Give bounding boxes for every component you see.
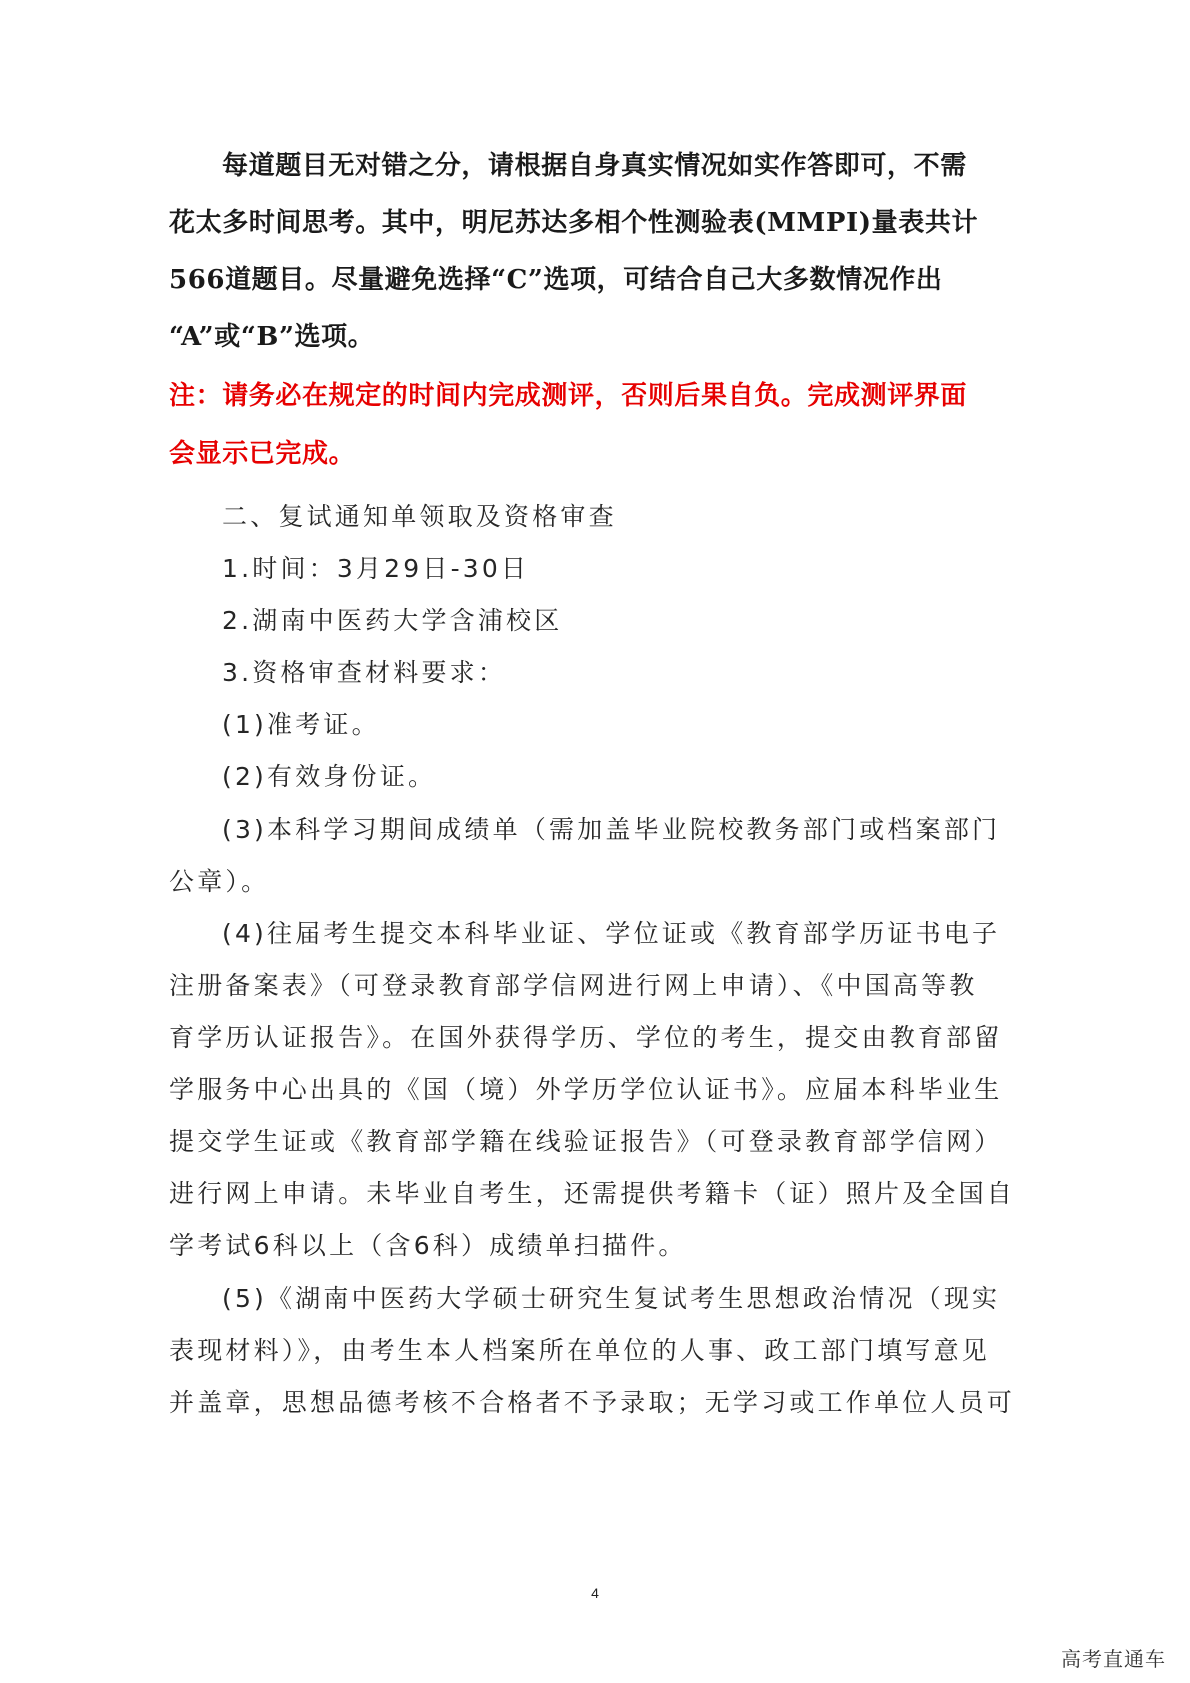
warning-note: 注：请务必在规定的时间内完成测评，否则后果自负。完成测评界面 [169, 381, 968, 411]
requirement-item: 注册备案表》（可登录教育部学信网进行网上申请）、《中国高等教 [169, 971, 978, 1000]
requirement-item: (3)本科学习期间成绩单（需加盖毕业院校教务部门或档案部门 [222, 815, 1001, 844]
requirement-item: (4)往届考生提交本科毕业证、学位证或《教育部学历证书电子 [222, 919, 1001, 948]
requirement-item: (1)准考证。 [222, 710, 380, 739]
list-item: 1.时间：3月29日-30日 [222, 554, 530, 583]
paragraph-line: “A”或“B”选项。 [169, 322, 375, 352]
list-item: 3.资格审查材料要求： [222, 658, 507, 687]
warning-note: 会显示已完成。 [169, 439, 356, 469]
section-heading: 二、复试通知单领取及资格审查 [222, 502, 617, 531]
requirement-item: 育学历认证报告》。在国外获得学历、学位的考生，提交由教育部留 [169, 1023, 1003, 1052]
paragraph-line: 花太多时间思考。其中，明尼苏达多相个性测验表(MMPI)量表共计 [169, 208, 979, 238]
page-number: 4 [591, 1585, 599, 1601]
requirement-item: (5)《湖南中医药大学硕士研究生复试考生思想政治情况（现实 [222, 1284, 1001, 1313]
paragraph-line: 566道题目。尽量避免选择“C”选项，可结合自己大多数情况作出 [169, 265, 943, 295]
requirement-item: 进行网上申请。未毕业自考生，还需提供考籍卡（证）照片及全国自 [169, 1179, 1016, 1208]
requirement-item: 表现材料）》，由考生本人档案所在单位的人事、政工部门填写意见 [169, 1336, 991, 1365]
requirement-item: 公章）。 [169, 867, 270, 896]
watermark-text: 高考直通车 [1061, 1647, 1166, 1671]
requirement-item: 学服务中心出具的《国（境）外学历学位认证书》。应届本科毕业生 [169, 1075, 1003, 1104]
requirement-item: (2)有效身份证。 [222, 762, 437, 791]
list-item: 2.湖南中医药大学含浦校区 [222, 606, 563, 635]
requirement-item: 学考试6科以上（含6科）成绩单扫描件。 [169, 1231, 687, 1260]
requirement-item: 提交学生证或《教育部学籍在线验证报告》（可登录教育部学信网） [169, 1127, 1003, 1156]
requirement-item: 并盖章，思想品德考核不合格者不予录取；无学习或工作单位人员可 [169, 1388, 1016, 1417]
paragraph-line: 每道题目无对错之分，请根据自身真实情况如实作答即可，不需 [222, 151, 967, 181]
